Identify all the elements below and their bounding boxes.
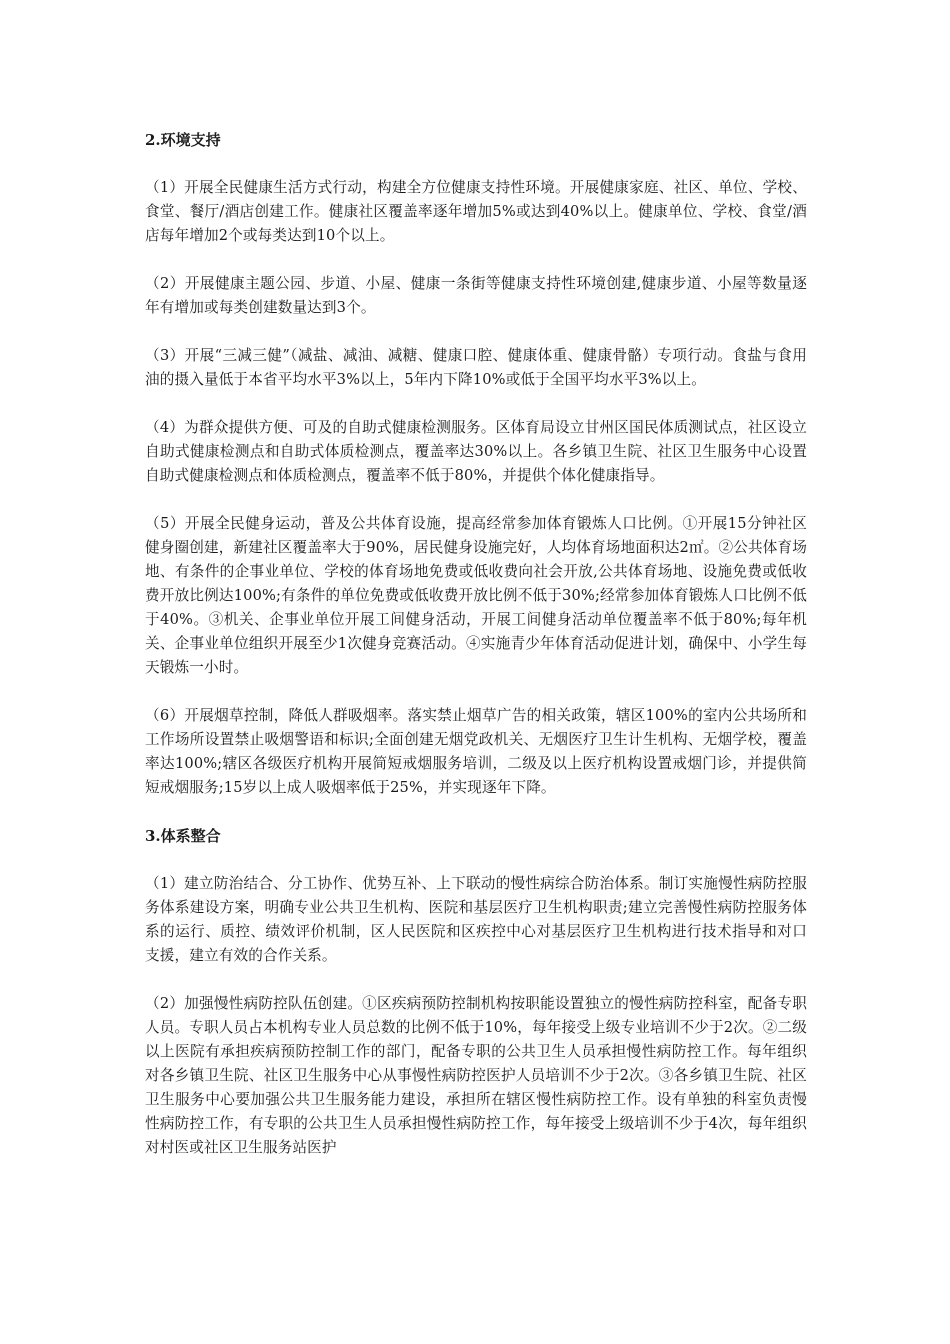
paragraph-health-parks: （2）开展健康主题公园、步道、小屋、健康一条街等健康支持性环境创建,健康步道、小屋等数量逐年有增加或每类创建数量达到3个。: [145, 275, 807, 316]
section-heading-environment: 2.环境支持: [145, 131, 221, 149]
paragraph-three-reductions: （3）开展“三减三健”（减盐、减油、减糖、健康口腔、健康体重、健康骨骼）专项行动。食盐与食用油的摄入量低于本省平均水平3%以上，5年内下降10%或低于全国平均水平3%以上。: [145, 347, 807, 388]
paragraph-fitness-campaign: （5）开展全民健身运动，普及公共体育设施，提高经常参加体育锻炼人口比例。①开展15分钟社区健身圈创建，新建社区覆盖率大于90%，居民健身设施完好，人均体育场地面积达2㎡。②公共体育场地、有条件的企事业单位、学校的体育场地免费或低收费向社会开放,公共体育场地、设施免费或低收费开放比例达100%;有条件的单位免费或低收费开放比例不低于30%;经常参加体育锻炼人口比例不低于40%。③机关、企事业单位开展工间健身活动，开展工间健身活动单位覆盖率不低于80%;每年机关、企事业单位组织开展至少1次健身竞赛活动。④实施青少年体育活动促进计划，确保中、小学生每天锻炼一小时。: [145, 515, 807, 676]
paragraph-tobacco-control: （6）开展烟草控制，降低人群吸烟率。落实禁止烟草广告的相关政策，辖区100%的室内公共场所和工作场所设置禁止吸烟警语和标识;全面创建无烟党政机关、无烟医疗卫生计生机构、无烟学校，覆盖率达100%;辖区各级医疗机构开展简短戒烟服务培训，二级及以上医疗机构设置戒烟门诊，并提供简短戒烟服务;15岁以上成人吸烟率低于25%，并实现逐年下降。: [145, 707, 807, 796]
section-heading-system-integration: 3.体系整合: [145, 827, 221, 845]
paragraph-team-building: （2）加强慢性病防控队伍创建。①区疾病预防控制机构按职能设置独立的慢性病防控科室，配备专职人员。专职人员占本机构专业人员总数的比例不低于10%，每年接受上级专业培训不少于2次。②二级以上医院有承担疾病预防控制工作的部门，配备专职的公共卫生人员承担慢性病防控工作。每年组织对各乡镇卫生院、社区卫生服务中心从事慢性病防控医护人员培训不少于2次。③各乡镇卫生院、社区卫生服务中心要加强公共卫生服务能力建设，承担所在辖区慢性病防控工作。设有单独的科室负责慢性病防控工作，有专职的公共卫生人员承担慢性病防控工作，每年接受上级培训不少于4次，每年组织对村医或社区卫生服务站医护: [145, 995, 807, 1156]
paragraph-prevention-system: （1）建立防治结合、分工协作、优势互补、上下联动的慢性病综合防治体系。制订实施慢性病防控服务体系建设方案，明确专业公共卫生机构、医院和基层医疗卫生机构职责;建立完善慢性病防控服务体系的运行、质控、绩效评价机制，区人民医院和区疾控中心对基层医疗卫生机构进行技术指导和对口支援，建立有效的合作关系。: [145, 875, 807, 964]
paragraph-healthy-lifestyle: （1）开展全民健康生活方式行动，构建全方位健康支持性环境。开展健康家庭、社区、单位、学校、食堂、餐厅/酒店创建工作。健康社区覆盖率逐年增加5%或达到40%以上。健康单位、学校、食堂/酒店每年增加2个或每类达到10个以上。: [145, 179, 807, 244]
document-page: [145, 128, 807, 1160]
paragraph-self-service-testing: （4）为群众提供方便、可及的自助式健康检测服务。区体育局设立甘州区国民体质测试点，社区设立自助式健康检测点和自助式体质检测点，覆盖率达30%以上。各乡镇卫生院、社区卫生服务中心设置自助式健康检测点和体质检测点，覆盖率不低于80%，并提供个体化健康指导。: [145, 419, 807, 484]
